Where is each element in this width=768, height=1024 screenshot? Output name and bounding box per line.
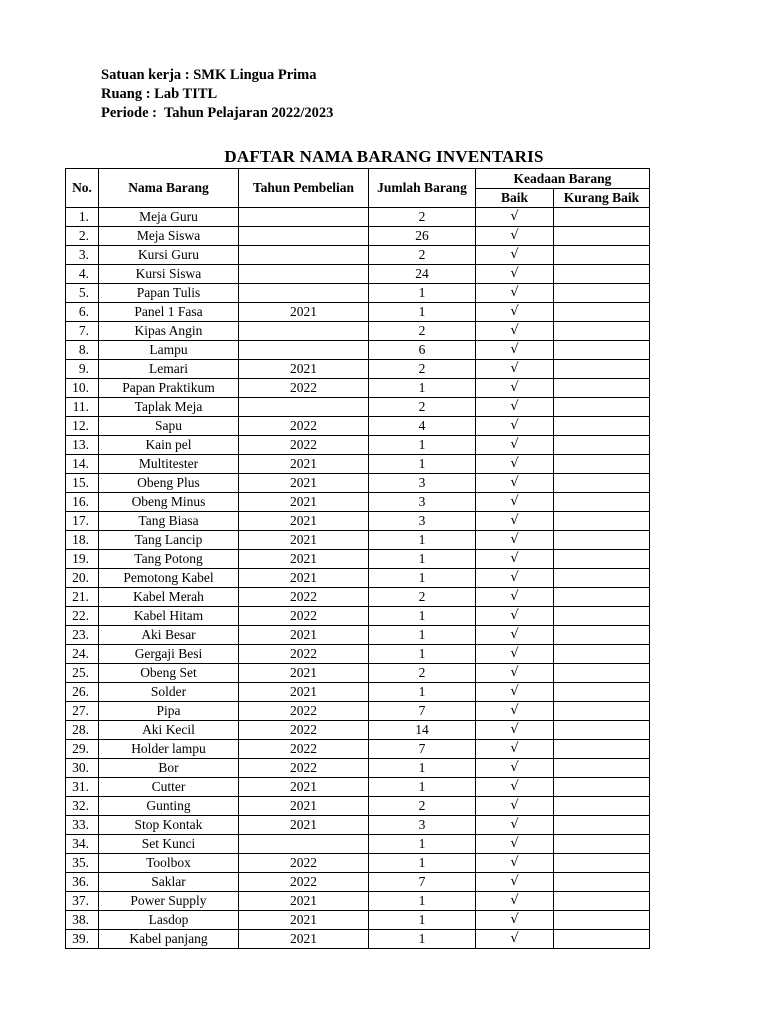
cell-no: 23.	[66, 626, 99, 645]
cell-tahun-pembelian: 2021	[239, 474, 369, 493]
ruang-line: Ruang : Lab TITL	[101, 86, 218, 102]
cell-tahun-pembelian: 2022	[239, 645, 369, 664]
cell-jumlah-barang: 1	[369, 835, 476, 854]
cell-baik: √	[476, 208, 554, 227]
cell-baik: √	[476, 588, 554, 607]
cell-kurang-baik	[554, 284, 650, 303]
cell-jumlah-barang: 1	[369, 930, 476, 949]
table-row	[66, 284, 650, 303]
cell-no: 9.	[66, 360, 99, 379]
cell-baik: √	[476, 455, 554, 474]
cell-kurang-baik	[554, 322, 650, 341]
col-header-tahun-pembelian: Tahun Pembelian	[239, 169, 369, 208]
cell-baik: √	[476, 759, 554, 778]
cell-nama-barang: Toolbox	[99, 854, 239, 873]
cell-no: 28.	[66, 721, 99, 740]
cell-no: 34.	[66, 835, 99, 854]
cell-kurang-baik	[554, 265, 650, 284]
table-row	[66, 645, 650, 664]
cell-baik: √	[476, 721, 554, 740]
cell-baik: √	[476, 417, 554, 436]
cell-kurang-baik	[554, 683, 650, 702]
table-row	[66, 208, 650, 227]
cell-kurang-baik	[554, 721, 650, 740]
cell-tahun-pembelian	[239, 246, 369, 265]
cell-kurang-baik	[554, 303, 650, 322]
cell-kurang-baik	[554, 360, 650, 379]
cell-tahun-pembelian: 2022	[239, 607, 369, 626]
cell-kurang-baik	[554, 512, 650, 531]
col-header-baik: Baik	[476, 189, 554, 208]
cell-nama-barang: Bor	[99, 759, 239, 778]
cell-tahun-pembelian: 2021	[239, 816, 369, 835]
cell-nama-barang: Obeng Set	[99, 664, 239, 683]
cell-tahun-pembelian: 2021	[239, 569, 369, 588]
cell-tahun-pembelian	[239, 265, 369, 284]
col-header-jumlah-barang: Jumlah Barang	[369, 169, 476, 208]
cell-kurang-baik	[554, 892, 650, 911]
cell-jumlah-barang: 7	[369, 702, 476, 721]
cell-tahun-pembelian: 2021	[239, 531, 369, 550]
cell-kurang-baik	[554, 208, 650, 227]
cell-nama-barang: Panel 1 Fasa	[99, 303, 239, 322]
cell-baik: √	[476, 835, 554, 854]
cell-jumlah-barang: 2	[369, 797, 476, 816]
cell-no: 32.	[66, 797, 99, 816]
cell-jumlah-barang: 1	[369, 607, 476, 626]
cell-kurang-baik	[554, 436, 650, 455]
cell-nama-barang: Power Supply	[99, 892, 239, 911]
cell-baik: √	[476, 436, 554, 455]
cell-no: 26.	[66, 683, 99, 702]
cell-tahun-pembelian: 2021	[239, 550, 369, 569]
inventory-table	[65, 168, 650, 949]
cell-tahun-pembelian: 2021	[239, 683, 369, 702]
cell-jumlah-barang: 1	[369, 550, 476, 569]
cell-jumlah-barang: 2	[369, 398, 476, 417]
cell-baik: √	[476, 569, 554, 588]
cell-no: 20.	[66, 569, 99, 588]
cell-jumlah-barang: 6	[369, 341, 476, 360]
cell-jumlah-barang: 7	[369, 873, 476, 892]
cell-no: 18.	[66, 531, 99, 550]
cell-kurang-baik	[554, 702, 650, 721]
cell-baik: √	[476, 816, 554, 835]
table-row	[66, 569, 650, 588]
cell-tahun-pembelian: 2021	[239, 360, 369, 379]
cell-no: 2.	[66, 227, 99, 246]
inventory-table-body	[66, 208, 650, 949]
cell-kurang-baik	[554, 417, 650, 436]
cell-tahun-pembelian	[239, 208, 369, 227]
cell-nama-barang: Papan Praktikum	[99, 379, 239, 398]
cell-jumlah-barang: 1	[369, 854, 476, 873]
cell-tahun-pembelian: 2021	[239, 664, 369, 683]
table-row	[66, 531, 650, 550]
cell-nama-barang: Kain pel	[99, 436, 239, 455]
cell-nama-barang: Saklar	[99, 873, 239, 892]
table-row	[66, 322, 650, 341]
cell-tahun-pembelian: 2021	[239, 493, 369, 512]
cell-no: 3.	[66, 246, 99, 265]
cell-no: 17.	[66, 512, 99, 531]
cell-kurang-baik	[554, 379, 650, 398]
cell-tahun-pembelian: 2022	[239, 417, 369, 436]
cell-kurang-baik	[554, 626, 650, 645]
cell-baik: √	[476, 797, 554, 816]
table-header-row	[66, 169, 650, 189]
table-row	[66, 227, 650, 246]
cell-tahun-pembelian: 2021	[239, 911, 369, 930]
cell-tahun-pembelian: 2022	[239, 873, 369, 892]
cell-nama-barang: Aki Kecil	[99, 721, 239, 740]
cell-kurang-baik	[554, 911, 650, 930]
cell-baik: √	[476, 664, 554, 683]
cell-no: 37.	[66, 892, 99, 911]
cell-baik: √	[476, 360, 554, 379]
document-header	[101, 66, 333, 123]
cell-nama-barang: Pipa	[99, 702, 239, 721]
cell-tahun-pembelian: 2022	[239, 436, 369, 455]
cell-tahun-pembelian: 2021	[239, 455, 369, 474]
table-row	[66, 930, 650, 949]
cell-no: 12.	[66, 417, 99, 436]
cell-jumlah-barang: 1	[369, 531, 476, 550]
cell-no: 14.	[66, 455, 99, 474]
cell-baik: √	[476, 493, 554, 512]
table-row	[66, 474, 650, 493]
cell-kurang-baik	[554, 664, 650, 683]
cell-nama-barang: Meja Siswa	[99, 227, 239, 246]
cell-baik: √	[476, 474, 554, 493]
cell-nama-barang: Kabel Merah	[99, 588, 239, 607]
cell-nama-barang: Lampu	[99, 341, 239, 360]
table-row	[66, 550, 650, 569]
cell-kurang-baik	[554, 398, 650, 417]
cell-kurang-baik	[554, 246, 650, 265]
cell-tahun-pembelian: 2021	[239, 930, 369, 949]
cell-kurang-baik	[554, 930, 650, 949]
cell-baik: √	[476, 892, 554, 911]
cell-tahun-pembelian: 2022	[239, 740, 369, 759]
cell-tahun-pembelian: 2022	[239, 702, 369, 721]
cell-tahun-pembelian	[239, 322, 369, 341]
cell-tahun-pembelian	[239, 341, 369, 360]
cell-baik: √	[476, 702, 554, 721]
table-row	[66, 664, 650, 683]
table-row	[66, 246, 650, 265]
document-title-wrap	[0, 147, 768, 167]
table-row	[66, 607, 650, 626]
cell-nama-barang: Gergaji Besi	[99, 645, 239, 664]
cell-kurang-baik	[554, 740, 650, 759]
table-row	[66, 588, 650, 607]
cell-no: 7.	[66, 322, 99, 341]
cell-jumlah-barang: 2	[369, 208, 476, 227]
cell-baik: √	[476, 873, 554, 892]
cell-tahun-pembelian: 2022	[239, 721, 369, 740]
cell-no: 22.	[66, 607, 99, 626]
cell-kurang-baik	[554, 816, 650, 835]
cell-kurang-baik	[554, 759, 650, 778]
table-row	[66, 265, 650, 284]
cell-nama-barang: Obeng Minus	[99, 493, 239, 512]
table-row	[66, 360, 650, 379]
cell-no: 1.	[66, 208, 99, 227]
table-row	[66, 835, 650, 854]
table-row	[66, 493, 650, 512]
cell-jumlah-barang: 2	[369, 360, 476, 379]
table-row	[66, 816, 650, 835]
cell-tahun-pembelian	[239, 227, 369, 246]
table-row	[66, 455, 650, 474]
cell-kurang-baik	[554, 778, 650, 797]
cell-no: 11.	[66, 398, 99, 417]
cell-nama-barang: Taplak Meja	[99, 398, 239, 417]
cell-nama-barang: Tang Biasa	[99, 512, 239, 531]
cell-baik: √	[476, 284, 554, 303]
cell-baik: √	[476, 512, 554, 531]
cell-jumlah-barang: 3	[369, 474, 476, 493]
cell-nama-barang: Set Kunci	[99, 835, 239, 854]
cell-no: 30.	[66, 759, 99, 778]
cell-no: 21.	[66, 588, 99, 607]
cell-kurang-baik	[554, 493, 650, 512]
cell-jumlah-barang: 1	[369, 911, 476, 930]
cell-nama-barang: Cutter	[99, 778, 239, 797]
cell-no: 4.	[66, 265, 99, 284]
cell-jumlah-barang: 1	[369, 892, 476, 911]
cell-jumlah-barang: 2	[369, 664, 476, 683]
cell-nama-barang: Lemari	[99, 360, 239, 379]
cell-jumlah-barang: 3	[369, 493, 476, 512]
cell-jumlah-barang: 1	[369, 569, 476, 588]
cell-jumlah-barang: 1	[369, 284, 476, 303]
cell-baik: √	[476, 379, 554, 398]
cell-jumlah-barang: 2	[369, 246, 476, 265]
cell-no: 16.	[66, 493, 99, 512]
cell-baik: √	[476, 322, 554, 341]
cell-tahun-pembelian: 2021	[239, 303, 369, 322]
cell-jumlah-barang: 1	[369, 379, 476, 398]
cell-jumlah-barang: 1	[369, 626, 476, 645]
cell-nama-barang: Lasdop	[99, 911, 239, 930]
table-row	[66, 759, 650, 778]
cell-kurang-baik	[554, 873, 650, 892]
cell-no: 19.	[66, 550, 99, 569]
table-row	[66, 797, 650, 816]
table-row	[66, 702, 650, 721]
table-row	[66, 512, 650, 531]
cell-baik: √	[476, 531, 554, 550]
cell-jumlah-barang: 2	[369, 588, 476, 607]
table-row	[66, 436, 650, 455]
table-row	[66, 854, 650, 873]
cell-baik: √	[476, 341, 554, 360]
cell-baik: √	[476, 227, 554, 246]
cell-nama-barang: Solder	[99, 683, 239, 702]
cell-baik: √	[476, 550, 554, 569]
periode-line: Periode : Tahun Pelajaran 2022/2023	[101, 105, 334, 121]
cell-jumlah-barang: 1	[369, 303, 476, 322]
cell-baik: √	[476, 645, 554, 664]
col-header-no: No.	[66, 169, 99, 208]
cell-kurang-baik	[554, 227, 650, 246]
cell-no: 27.	[66, 702, 99, 721]
cell-no: 29.	[66, 740, 99, 759]
cell-tahun-pembelian: 2021	[239, 626, 369, 645]
cell-nama-barang: Meja Guru	[99, 208, 239, 227]
cell-jumlah-barang: 14	[369, 721, 476, 740]
cell-kurang-baik	[554, 569, 650, 588]
cell-baik: √	[476, 683, 554, 702]
cell-tahun-pembelian: 2022	[239, 588, 369, 607]
cell-no: 35.	[66, 854, 99, 873]
cell-kurang-baik	[554, 645, 650, 664]
cell-baik: √	[476, 246, 554, 265]
cell-jumlah-barang: 24	[369, 265, 476, 284]
cell-jumlah-barang: 1	[369, 455, 476, 474]
cell-kurang-baik	[554, 588, 650, 607]
cell-no: 36.	[66, 873, 99, 892]
cell-kurang-baik	[554, 531, 650, 550]
cell-nama-barang: Tang Potong	[99, 550, 239, 569]
cell-jumlah-barang: 1	[369, 683, 476, 702]
cell-no: 25.	[66, 664, 99, 683]
table-row	[66, 398, 650, 417]
cell-tahun-pembelian: 2021	[239, 892, 369, 911]
table-row	[66, 683, 650, 702]
cell-nama-barang: Kipas Angin	[99, 322, 239, 341]
cell-no: 5.	[66, 284, 99, 303]
table-row	[66, 778, 650, 797]
cell-no: 13.	[66, 436, 99, 455]
cell-jumlah-barang: 1	[369, 759, 476, 778]
cell-nama-barang: Obeng Plus	[99, 474, 239, 493]
cell-nama-barang: Kursi Siswa	[99, 265, 239, 284]
table-row	[66, 379, 650, 398]
cell-no: 31.	[66, 778, 99, 797]
cell-tahun-pembelian	[239, 284, 369, 303]
cell-no: 10.	[66, 379, 99, 398]
cell-kurang-baik	[554, 797, 650, 816]
cell-nama-barang: Sapu	[99, 417, 239, 436]
cell-jumlah-barang: 2	[369, 322, 476, 341]
cell-jumlah-barang: 1	[369, 436, 476, 455]
cell-nama-barang: Kursi Guru	[99, 246, 239, 265]
cell-no: 39.	[66, 930, 99, 949]
cell-tahun-pembelian: 2022	[239, 759, 369, 778]
table-row	[66, 303, 650, 322]
cell-nama-barang: Multitester	[99, 455, 239, 474]
cell-nama-barang: Stop Kontak	[99, 816, 239, 835]
cell-nama-barang: Papan Tulis	[99, 284, 239, 303]
cell-nama-barang: Kabel panjang	[99, 930, 239, 949]
table-row	[66, 911, 650, 930]
cell-tahun-pembelian: 2021	[239, 778, 369, 797]
cell-jumlah-barang: 3	[369, 816, 476, 835]
col-header-kurang-baik: Kurang Baik	[554, 189, 650, 208]
cell-tahun-pembelian: 2022	[239, 854, 369, 873]
cell-tahun-pembelian: 2022	[239, 379, 369, 398]
cell-no: 15.	[66, 474, 99, 493]
cell-nama-barang: Kabel Hitam	[99, 607, 239, 626]
cell-baik: √	[476, 911, 554, 930]
table-row	[66, 626, 650, 645]
cell-no: 24.	[66, 645, 99, 664]
cell-baik: √	[476, 398, 554, 417]
table-row	[66, 892, 650, 911]
cell-nama-barang: Tang Lancip	[99, 531, 239, 550]
cell-nama-barang: Gunting	[99, 797, 239, 816]
cell-jumlah-barang: 1	[369, 645, 476, 664]
cell-no: 33.	[66, 816, 99, 835]
cell-jumlah-barang: 3	[369, 512, 476, 531]
cell-tahun-pembelian	[239, 835, 369, 854]
cell-baik: √	[476, 265, 554, 284]
cell-kurang-baik	[554, 341, 650, 360]
document-title: DAFTAR NAMA BARANG INVENTARIS	[224, 147, 544, 166]
cell-kurang-baik	[554, 455, 650, 474]
cell-baik: √	[476, 930, 554, 949]
cell-nama-barang: Holder lampu	[99, 740, 239, 759]
cell-nama-barang: Pemotong Kabel	[99, 569, 239, 588]
cell-jumlah-barang: 26	[369, 227, 476, 246]
cell-kurang-baik	[554, 607, 650, 626]
cell-baik: √	[476, 607, 554, 626]
cell-kurang-baik	[554, 474, 650, 493]
cell-baik: √	[476, 778, 554, 797]
cell-tahun-pembelian	[239, 398, 369, 417]
cell-nama-barang: Aki Besar	[99, 626, 239, 645]
col-header-keadaan-barang: Keadaan Barang	[476, 169, 650, 189]
table-row	[66, 721, 650, 740]
table-row	[66, 341, 650, 360]
cell-tahun-pembelian: 2021	[239, 797, 369, 816]
table-row	[66, 417, 650, 436]
cell-baik: √	[476, 303, 554, 322]
table-row	[66, 873, 650, 892]
cell-baik: √	[476, 740, 554, 759]
cell-no: 38.	[66, 911, 99, 930]
cell-kurang-baik	[554, 835, 650, 854]
cell-jumlah-barang: 1	[369, 778, 476, 797]
table-row	[66, 740, 650, 759]
cell-no: 6.	[66, 303, 99, 322]
cell-baik: √	[476, 854, 554, 873]
cell-kurang-baik	[554, 550, 650, 569]
cell-baik: √	[476, 626, 554, 645]
cell-kurang-baik	[554, 854, 650, 873]
cell-jumlah-barang: 7	[369, 740, 476, 759]
satuan-kerja-line: Satuan kerja : SMK Lingua Prima	[101, 67, 317, 83]
col-header-nama-barang: Nama Barang	[99, 169, 239, 208]
cell-tahun-pembelian: 2021	[239, 512, 369, 531]
cell-jumlah-barang: 4	[369, 417, 476, 436]
cell-no: 8.	[66, 341, 99, 360]
